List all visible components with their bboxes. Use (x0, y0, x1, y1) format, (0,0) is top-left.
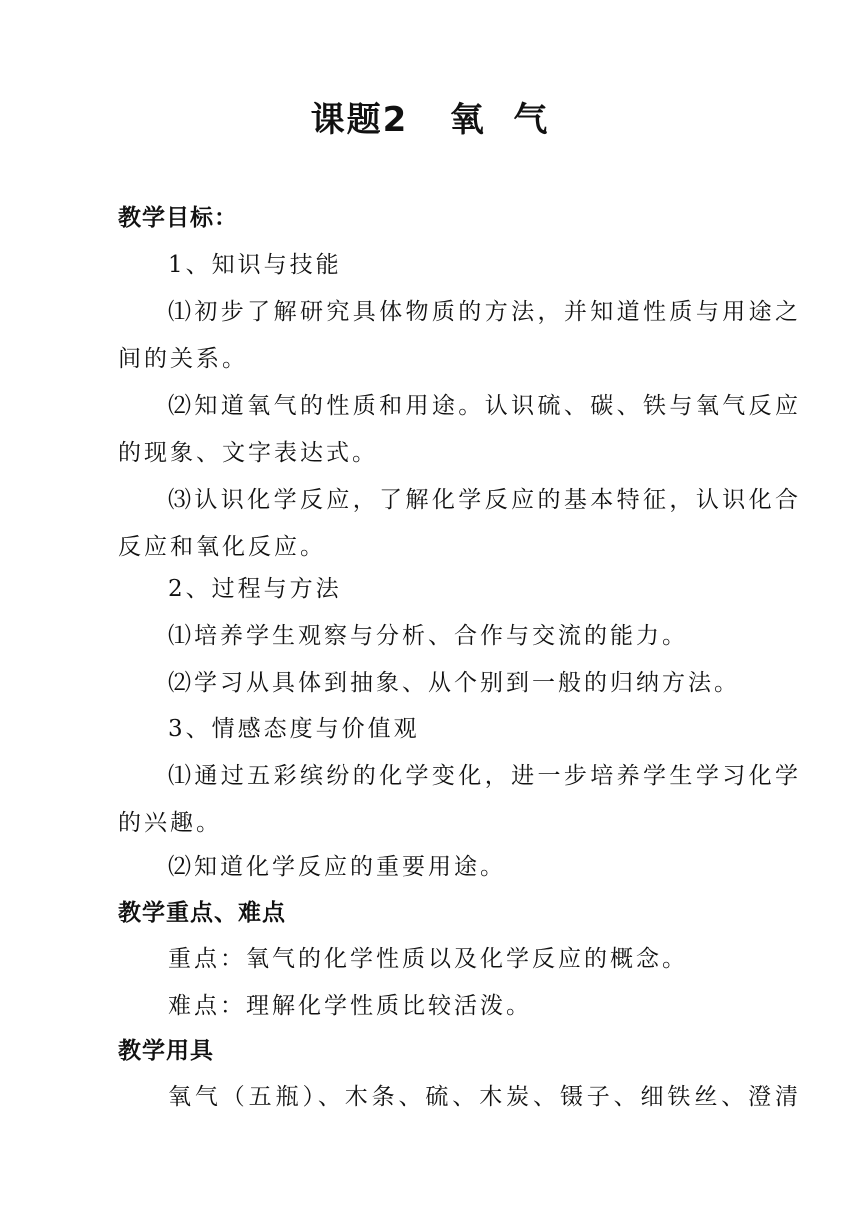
knowledge-item-2-line-1: ⑵知道氧气的性质和用途。认识硫、碳、铁与氧气反应 (168, 393, 798, 419)
knowledge-item-1-line-1: ⑴初步了解研究具体物质的方法，并知道性质与用途之 (168, 299, 798, 325)
emotion-item-1-line-2: 的兴趣。 (118, 810, 222, 836)
emotion-item-2: ⑵知道化学反应的重要用途。 (168, 854, 506, 880)
knowledge-item-1-line-2: 间的关系。 (118, 346, 248, 372)
process-item-1: ⑴培养学生观察与分析、合作与交流的能力。 (168, 623, 688, 649)
knowledge-skills-heading: 1、知识与技能 (168, 252, 342, 278)
knowledge-item-3-line-2: 反应和氧化反应。 (118, 534, 326, 560)
focus-heading: 教学重点、难点 (118, 900, 286, 926)
focus-difficulty: 难点：理解化学性质比较活泼。 (168, 993, 532, 1019)
process-item-2: ⑵学习从具体到抽象、从个别到一般的归纳方法。 (168, 670, 740, 696)
emotion-attitude-heading: 3、情感态度与价值观 (168, 716, 420, 742)
knowledge-item-2-line-2: 的现象、文字表达式。 (118, 440, 378, 466)
tools-heading: 教学用具 (118, 1038, 214, 1064)
emotion-item-1-line-1: ⑴通过五彩缤纷的化学变化，进一步培养学生学习化学 (168, 763, 798, 789)
focus-key-point: 重点：氧气的化学性质以及化学反应的概念。 (168, 946, 688, 972)
knowledge-item-3-line-1: ⑶认识化学反应，了解化学反应的基本特征，认识化合 (168, 487, 798, 513)
process-method-heading: 2、过程与方法 (168, 576, 342, 602)
objectives-heading: 教学目标： (118, 205, 238, 231)
tools-line-1: 氧气（五瓶）、木条、硫、木炭、镊子、细铁丝、澄清 (168, 1084, 798, 1110)
page-title: 课题2 氧 气 (310, 100, 550, 140)
